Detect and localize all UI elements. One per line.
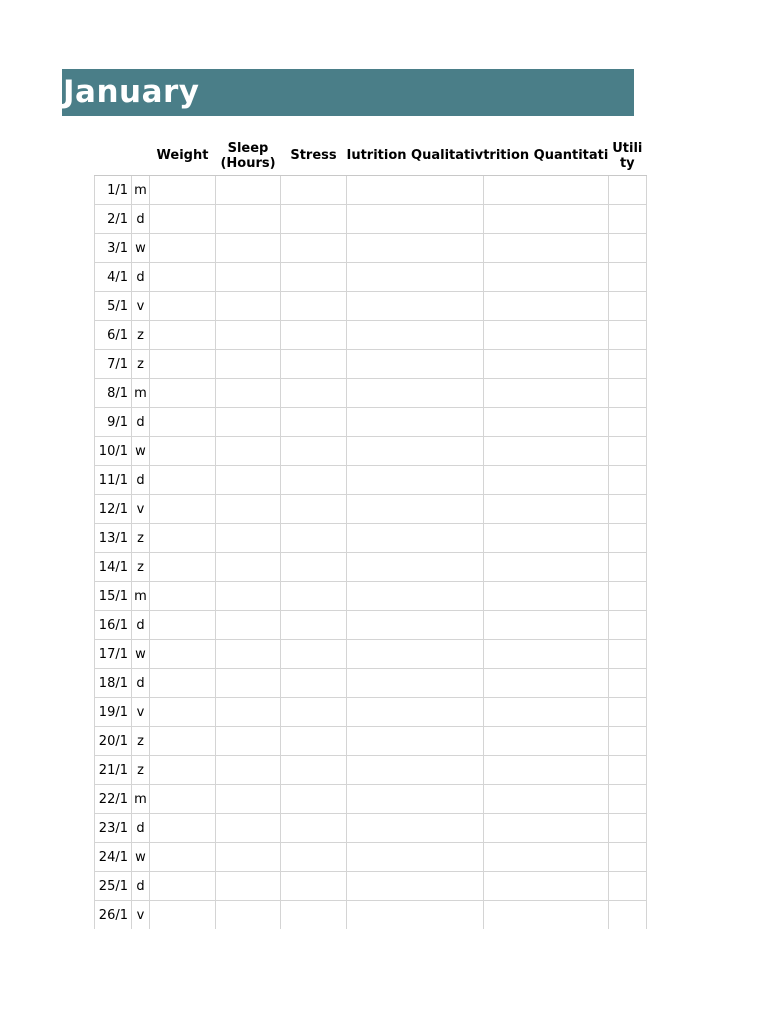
utility-column-header: Utili ty xyxy=(608,136,646,176)
date-cell: 4/1 xyxy=(95,263,132,292)
table-row xyxy=(95,263,647,292)
stress-cell[interactable] xyxy=(281,698,347,727)
nutrition-qualitative-column-header: Iutrition Qualitativ xyxy=(347,136,484,176)
utility-cell[interactable] xyxy=(608,379,646,408)
utility-cell[interactable] xyxy=(608,495,646,524)
nutrition-quantitative-column-header: trition Quantitati xyxy=(483,136,608,176)
month-banner xyxy=(62,69,634,116)
stress-cell[interactable] xyxy=(281,727,347,756)
nutrition-qualitative-cell[interactable] xyxy=(347,437,484,466)
utility-cell[interactable] xyxy=(608,553,646,582)
nutrition-quantitative-cell[interactable] xyxy=(483,843,608,872)
table-row xyxy=(95,524,647,553)
nutrition-qualitative-cell[interactable] xyxy=(347,524,484,553)
weekday-cell: d xyxy=(132,408,150,437)
nutrition-quantitative-cell[interactable] xyxy=(483,524,608,553)
date-cell: 7/1 xyxy=(95,350,132,379)
nutrition-qualitative-cell[interactable] xyxy=(347,176,484,205)
stress-cell[interactable] xyxy=(281,379,347,408)
stress-cell[interactable] xyxy=(281,495,347,524)
weight-column-header: Weight xyxy=(150,136,216,176)
nutrition-quantitative-cell[interactable] xyxy=(483,321,608,350)
sleep-cell[interactable] xyxy=(216,466,281,495)
weekday-cell: z xyxy=(132,756,150,785)
table-row xyxy=(95,321,647,350)
stress-cell[interactable] xyxy=(281,611,347,640)
sleep-cell[interactable] xyxy=(216,785,281,814)
nutrition-quantitative-cell[interactable] xyxy=(483,234,608,263)
weekday-cell: d xyxy=(132,205,150,234)
utility-cell[interactable] xyxy=(608,321,646,350)
table-row xyxy=(95,553,647,582)
stress-cell[interactable] xyxy=(281,292,347,321)
table-row xyxy=(95,814,647,843)
table-row xyxy=(95,843,647,872)
weekday-cell: d xyxy=(132,263,150,292)
nutrition-quantitative-cell[interactable] xyxy=(483,698,608,727)
weight-cell[interactable] xyxy=(150,466,216,495)
weight-cell[interactable] xyxy=(150,756,216,785)
stress-cell[interactable] xyxy=(281,437,347,466)
table-row xyxy=(95,292,647,321)
weight-cell[interactable] xyxy=(150,698,216,727)
weekday-cell: v xyxy=(132,292,150,321)
date-cell: 16/1 xyxy=(95,611,132,640)
weight-cell[interactable] xyxy=(150,582,216,611)
weight-cell[interactable] xyxy=(150,669,216,698)
weight-cell[interactable] xyxy=(150,901,216,930)
stress-cell[interactable] xyxy=(281,263,347,292)
table-row xyxy=(95,495,647,524)
weight-cell[interactable] xyxy=(150,843,216,872)
utility-cell[interactable] xyxy=(608,814,646,843)
nutrition-quantitative-cell[interactable] xyxy=(483,205,608,234)
nutrition-qualitative-cell[interactable] xyxy=(347,727,484,756)
date-cell: 5/1 xyxy=(95,292,132,321)
stress-cell[interactable] xyxy=(281,901,347,930)
nutrition-quantitative-cell[interactable] xyxy=(483,727,608,756)
sleep-cell[interactable] xyxy=(216,669,281,698)
table-row xyxy=(95,785,647,814)
utility-cell[interactable] xyxy=(608,437,646,466)
date-column-header xyxy=(95,136,132,176)
date-cell: 26/1 xyxy=(95,901,132,930)
sleep-cell[interactable] xyxy=(216,205,281,234)
tracker-table xyxy=(94,136,647,929)
table-row xyxy=(95,234,647,263)
stress-cell[interactable] xyxy=(281,234,347,263)
sleep-cell[interactable] xyxy=(216,553,281,582)
sleep-cell[interactable] xyxy=(216,611,281,640)
weekday-cell: v xyxy=(132,495,150,524)
table-row xyxy=(95,350,647,379)
sleep-cell[interactable] xyxy=(216,698,281,727)
weight-cell[interactable] xyxy=(150,234,216,263)
nutrition-qualitative-cell[interactable] xyxy=(347,234,484,263)
stress-cell[interactable] xyxy=(281,582,347,611)
utility-cell[interactable] xyxy=(608,756,646,785)
nutrition-quantitative-cell[interactable] xyxy=(483,379,608,408)
weight-cell[interactable] xyxy=(150,292,216,321)
table-row xyxy=(95,408,647,437)
weight-cell[interactable] xyxy=(150,814,216,843)
nutrition-qualitative-cell[interactable] xyxy=(347,553,484,582)
stress-cell[interactable] xyxy=(281,176,347,205)
nutrition-quantitative-cell[interactable] xyxy=(483,814,608,843)
sleep-cell[interactable] xyxy=(216,321,281,350)
date-cell: 2/1 xyxy=(95,205,132,234)
date-cell: 23/1 xyxy=(95,814,132,843)
stress-cell[interactable] xyxy=(281,872,347,901)
weight-cell[interactable] xyxy=(150,611,216,640)
weekday-cell: w xyxy=(132,843,150,872)
weekday-cell: w xyxy=(132,437,150,466)
table-row xyxy=(95,727,647,756)
weekday-cell: d xyxy=(132,814,150,843)
sleep-cell[interactable] xyxy=(216,495,281,524)
table-row xyxy=(95,669,647,698)
nutrition-quantitative-cell[interactable] xyxy=(483,611,608,640)
date-cell: 12/1 xyxy=(95,495,132,524)
table-row xyxy=(95,205,647,234)
date-cell: 9/1 xyxy=(95,408,132,437)
weekday-cell: m xyxy=(132,379,150,408)
nutrition-qualitative-cell[interactable] xyxy=(347,640,484,669)
weekday-cell: v xyxy=(132,901,150,930)
utility-cell[interactable] xyxy=(608,611,646,640)
sleep-cell[interactable] xyxy=(216,582,281,611)
stress-cell[interactable] xyxy=(281,350,347,379)
sleep-cell[interactable] xyxy=(216,756,281,785)
weight-cell[interactable] xyxy=(150,640,216,669)
date-cell: 14/1 xyxy=(95,553,132,582)
date-cell: 15/1 xyxy=(95,582,132,611)
date-cell: 21/1 xyxy=(95,756,132,785)
table-row xyxy=(95,582,647,611)
utility-cell[interactable] xyxy=(608,785,646,814)
sleep-cell[interactable] xyxy=(216,814,281,843)
nutrition-quantitative-cell[interactable] xyxy=(483,640,608,669)
utility-cell[interactable] xyxy=(608,234,646,263)
weight-cell[interactable] xyxy=(150,350,216,379)
nutrition-quantitative-cell[interactable] xyxy=(483,466,608,495)
weekday-cell: w xyxy=(132,640,150,669)
nutrition-qualitative-cell[interactable] xyxy=(347,669,484,698)
date-cell: 6/1 xyxy=(95,321,132,350)
date-cell: 25/1 xyxy=(95,872,132,901)
nutrition-quantitative-cell[interactable] xyxy=(483,437,608,466)
stress-cell[interactable] xyxy=(281,553,347,582)
utility-cell[interactable] xyxy=(608,582,646,611)
nutrition-qualitative-cell[interactable] xyxy=(347,495,484,524)
weekday-cell: d xyxy=(132,466,150,495)
table-row xyxy=(95,466,647,495)
date-cell: 8/1 xyxy=(95,379,132,408)
weekday-cell: d xyxy=(132,669,150,698)
utility-cell[interactable] xyxy=(608,640,646,669)
nutrition-quantitative-cell[interactable] xyxy=(483,582,608,611)
stress-cell[interactable] xyxy=(281,669,347,698)
sleep-cell[interactable] xyxy=(216,292,281,321)
nutrition-qualitative-cell[interactable] xyxy=(347,292,484,321)
utility-cell[interactable] xyxy=(608,669,646,698)
stress-cell[interactable] xyxy=(281,408,347,437)
date-cell: 11/1 xyxy=(95,466,132,495)
nutrition-quantitative-cell[interactable] xyxy=(483,901,608,930)
stress-cell[interactable] xyxy=(281,785,347,814)
stress-cell[interactable] xyxy=(281,321,347,350)
stress-cell[interactable] xyxy=(281,640,347,669)
weight-cell[interactable] xyxy=(150,321,216,350)
nutrition-qualitative-cell[interactable] xyxy=(347,263,484,292)
date-cell: 24/1 xyxy=(95,843,132,872)
utility-cell[interactable] xyxy=(608,466,646,495)
weekday-cell: m xyxy=(132,785,150,814)
nutrition-quantitative-cell[interactable] xyxy=(483,785,608,814)
weekday-cell: m xyxy=(132,176,150,205)
utility-cell[interactable] xyxy=(608,872,646,901)
weight-cell[interactable] xyxy=(150,437,216,466)
nutrition-quantitative-cell[interactable] xyxy=(483,756,608,785)
sleep-cell[interactable] xyxy=(216,901,281,930)
weight-cell[interactable] xyxy=(150,785,216,814)
weekday-cell: m xyxy=(132,582,150,611)
sleep-column-header: Sleep (Hours) xyxy=(216,136,281,176)
date-cell: 1/1 xyxy=(95,176,132,205)
weekday-cell: z xyxy=(132,321,150,350)
utility-cell[interactable] xyxy=(608,176,646,205)
sleep-cell[interactable] xyxy=(216,727,281,756)
nutrition-quantitative-cell[interactable] xyxy=(483,553,608,582)
date-cell: 18/1 xyxy=(95,669,132,698)
weight-cell[interactable] xyxy=(150,872,216,901)
table-row xyxy=(95,437,647,466)
stress-cell[interactable] xyxy=(281,466,347,495)
date-cell: 13/1 xyxy=(95,524,132,553)
sleep-cell[interactable] xyxy=(216,350,281,379)
table-row xyxy=(95,698,647,727)
table-row xyxy=(95,756,647,785)
month-title: January xyxy=(63,74,200,110)
stress-cell[interactable] xyxy=(281,205,347,234)
weight-cell[interactable] xyxy=(150,495,216,524)
nutrition-qualitative-cell[interactable] xyxy=(347,698,484,727)
header-row xyxy=(95,136,647,176)
nutrition-qualitative-cell[interactable] xyxy=(347,814,484,843)
utility-cell[interactable] xyxy=(608,524,646,553)
nutrition-qualitative-cell[interactable] xyxy=(347,582,484,611)
date-cell: 10/1 xyxy=(95,437,132,466)
date-cell: 17/1 xyxy=(95,640,132,669)
sleep-cell[interactable] xyxy=(216,176,281,205)
weekday-cell: z xyxy=(132,524,150,553)
weight-cell[interactable] xyxy=(150,263,216,292)
nutrition-quantitative-cell[interactable] xyxy=(483,350,608,379)
stress-cell[interactable] xyxy=(281,756,347,785)
sleep-cell[interactable] xyxy=(216,872,281,901)
table-row xyxy=(95,640,647,669)
weekday-cell: z xyxy=(132,553,150,582)
date-cell: 3/1 xyxy=(95,234,132,263)
stress-cell[interactable] xyxy=(281,843,347,872)
utility-cell[interactable] xyxy=(608,901,646,930)
table-row xyxy=(95,901,647,930)
nutrition-qualitative-cell[interactable] xyxy=(347,408,484,437)
weekday-column-header xyxy=(132,136,150,176)
nutrition-quantitative-cell[interactable] xyxy=(483,872,608,901)
date-cell: 19/1 xyxy=(95,698,132,727)
utility-cell[interactable] xyxy=(608,263,646,292)
weekday-cell: w xyxy=(132,234,150,263)
sleep-cell[interactable] xyxy=(216,843,281,872)
nutrition-qualitative-cell[interactable] xyxy=(347,843,484,872)
weekday-cell: z xyxy=(132,727,150,756)
sleep-cell[interactable] xyxy=(216,524,281,553)
utility-cell[interactable] xyxy=(608,843,646,872)
nutrition-qualitative-cell[interactable] xyxy=(347,379,484,408)
weight-cell[interactable] xyxy=(150,408,216,437)
weight-cell[interactable] xyxy=(150,176,216,205)
stress-cell[interactable] xyxy=(281,524,347,553)
utility-cell[interactable] xyxy=(608,408,646,437)
stress-cell[interactable] xyxy=(281,814,347,843)
nutrition-qualitative-cell[interactable] xyxy=(347,611,484,640)
nutrition-quantitative-cell[interactable] xyxy=(483,176,608,205)
utility-cell[interactable] xyxy=(608,292,646,321)
nutrition-quantitative-cell[interactable] xyxy=(483,669,608,698)
nutrition-quantitative-cell[interactable] xyxy=(483,495,608,524)
nutrition-qualitative-cell[interactable] xyxy=(347,350,484,379)
weight-cell[interactable] xyxy=(150,727,216,756)
table-row xyxy=(95,379,647,408)
nutrition-qualitative-cell[interactable] xyxy=(347,756,484,785)
nutrition-qualitative-cell[interactable] xyxy=(347,466,484,495)
weight-cell[interactable] xyxy=(150,553,216,582)
utility-cell[interactable] xyxy=(608,698,646,727)
weight-cell[interactable] xyxy=(150,205,216,234)
date-cell: 20/1 xyxy=(95,727,132,756)
stress-column-header: Stress xyxy=(281,136,347,176)
sleep-cell[interactable] xyxy=(216,263,281,292)
nutrition-qualitative-cell[interactable] xyxy=(347,321,484,350)
table-row xyxy=(95,611,647,640)
table-row xyxy=(95,176,647,205)
nutrition-qualitative-cell[interactable] xyxy=(347,205,484,234)
weight-cell[interactable] xyxy=(150,379,216,408)
sleep-cell[interactable] xyxy=(216,234,281,263)
weight-cell[interactable] xyxy=(150,524,216,553)
nutrition-qualitative-cell[interactable] xyxy=(347,785,484,814)
sleep-cell[interactable] xyxy=(216,408,281,437)
nutrition-qualitative-cell[interactable] xyxy=(347,901,484,930)
date-cell: 22/1 xyxy=(95,785,132,814)
utility-cell[interactable] xyxy=(608,727,646,756)
sleep-cell[interactable] xyxy=(216,437,281,466)
weekday-cell: d xyxy=(132,611,150,640)
nutrition-quantitative-cell[interactable] xyxy=(483,408,608,437)
sleep-cell[interactable] xyxy=(216,379,281,408)
nutrition-quantitative-cell[interactable] xyxy=(483,263,608,292)
weekday-cell: d xyxy=(132,872,150,901)
utility-cell[interactable] xyxy=(608,205,646,234)
weekday-cell: z xyxy=(132,350,150,379)
nutrition-qualitative-cell[interactable] xyxy=(347,872,484,901)
weekday-cell: v xyxy=(132,698,150,727)
table-row xyxy=(95,872,647,901)
nutrition-quantitative-cell[interactable] xyxy=(483,292,608,321)
sleep-cell[interactable] xyxy=(216,640,281,669)
utility-cell[interactable] xyxy=(608,350,646,379)
